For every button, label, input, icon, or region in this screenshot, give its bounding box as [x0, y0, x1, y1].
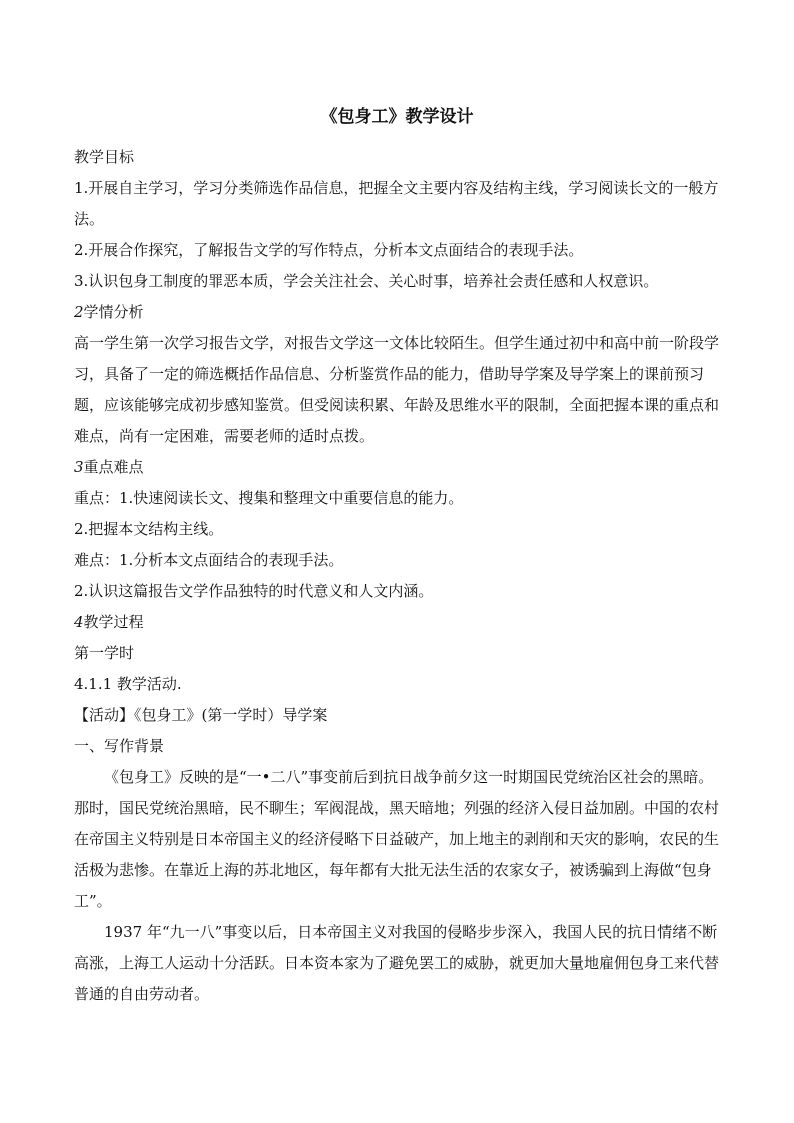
activity-number: 4.1.1 教学活动. — [74, 675, 182, 693]
document-body — [74, 142, 724, 1010]
difficulty-1: 难点：1.分析本文点面结合的表现手法。 — [74, 551, 344, 569]
section-heading-analysis — [74, 297, 724, 328]
key-point-1: 重点：1.快速阅读长文、搜集和整理文中重要信息的能力。 — [74, 489, 464, 507]
difficulty-2: 2.认识这篇报告文学作品独特的时代意义和人文内涵。 — [74, 582, 434, 600]
section-heading-key-points — [74, 452, 724, 483]
analysis-paragraph: 高一学生第一次学习报告文学，对报告文学这一文体比较陌生。但学生通过初中和高中前一阶段学习，具备了一定的筛选概括作品信息、分析鉴赏作品的能力，借助导学案及导学案上的课前预习题，应该能够完成初步感知鉴赏。但受阅读积累、年龄及思维水平的限制，全面把握本课的重点和难点，尚有一定困难，需要老师的适时点拨。 — [74, 334, 720, 445]
lesson-label: 第一学时 — [74, 644, 135, 662]
key-point-2: 2.把握本文结构主线。 — [74, 520, 224, 538]
section-number: 3 — [74, 458, 84, 476]
section-heading-text: 教学过程 — [83, 613, 144, 631]
section-number: 2 — [74, 303, 84, 321]
section-heading-process — [74, 607, 724, 638]
section-heading-goals: 教学目标 — [74, 148, 135, 166]
background-heading: 一、写作背景 — [74, 737, 165, 755]
section-heading-text: 学情分析 — [83, 303, 144, 321]
section-number: 4 — [74, 613, 84, 631]
goal-item-2: 2.开展合作探究，了解报告文学的写作特点，分析本文点面结合的表现手法。 — [74, 241, 584, 259]
activity-label: 【活动】《包身工》(第一学时）导学案 — [74, 706, 328, 724]
background-paragraph-2: 1937 年“九一八”事变以后，日本帝国主义对我国的侵略步步深入，我国人民的抗日情绪不断高涨，上海工人运动十分活跃。日本资本家为了避免罢工的威胁，就更加大量地雇佣包身工来代替普通的自由劳动者。 — [74, 923, 720, 1003]
document-title: 《包身工》教学设计 — [320, 107, 474, 127]
goal-item-3: 3.认识包身工制度的罪恶本质，学会关注社会、关心时事，培养社会责任感和人权意识。 — [74, 272, 659, 290]
goal-item-1: 1.开展自主学习，学习分类筛选作品信息，把握全文主要内容及结构主线，学习阅读长文的一般方法。 — [74, 179, 719, 228]
section-heading-text: 重点难点 — [83, 458, 144, 476]
background-paragraph-1: 《包身工》反映的是“一•二八”事变前后到抗日战争前夕这一时期国民党统治区社会的黑暗。那时，国民党统治黑暗，民不聊生；军阀混战，黑天暗地；列强的经济入侵日益加剧。中国的农村在帝国主义特别是日本帝国主义的经济侵略下日益破产，加上地主的剥削和天灾的影响，农民的生活极为悲惨。在靠近上海的苏北地区，每年都有大批无法生活的农家女子，被诱骗到上海做“包身工”。 — [74, 768, 720, 910]
